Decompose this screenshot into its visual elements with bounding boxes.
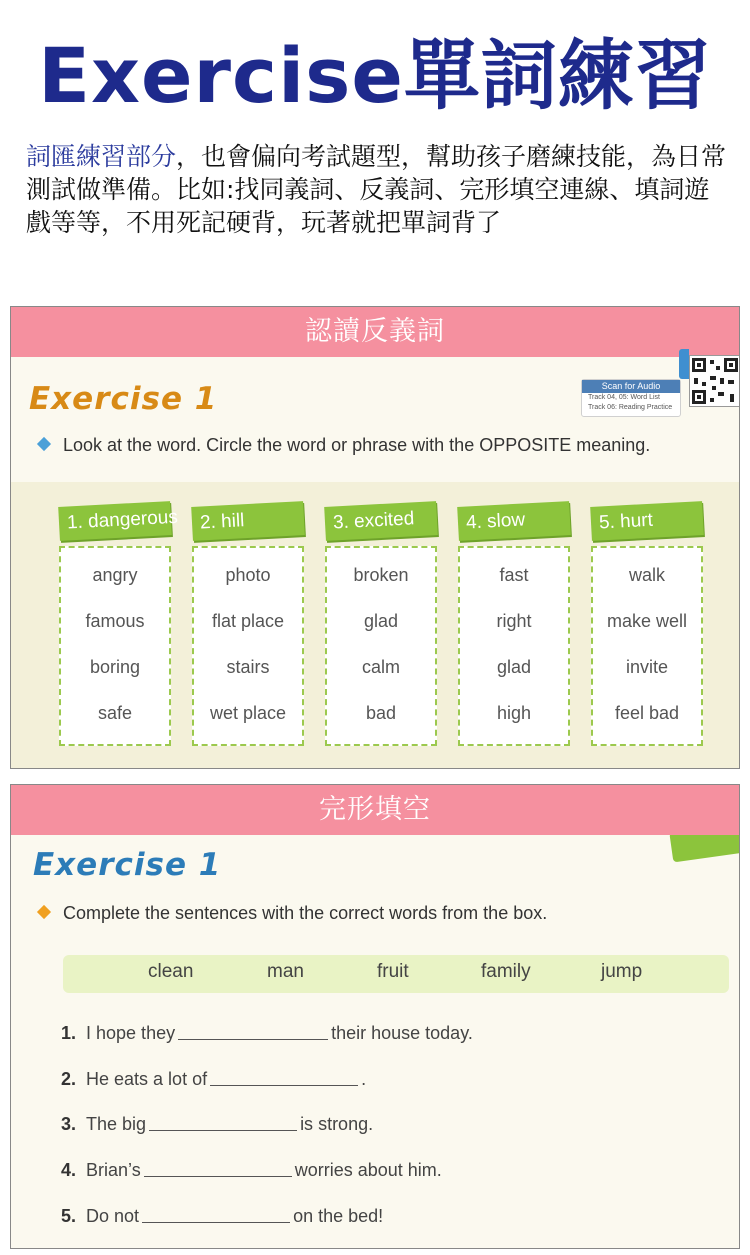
word-option[interactable]: right	[496, 611, 532, 631]
sentence-item: 5. Do not on the bed!	[61, 1206, 384, 1226]
option-box	[458, 546, 570, 746]
scan-track-line: Track 06: Reading Practice	[588, 404, 673, 411]
word-option[interactable]: high	[496, 703, 532, 723]
blue-tab-decoration	[679, 349, 689, 379]
antonym-exercise-panel	[10, 306, 740, 769]
word-bank	[63, 955, 729, 993]
word-bank-item: family	[481, 961, 531, 982]
word-column	[59, 504, 179, 746]
diamond-bullet-icon	[37, 437, 51, 451]
sentence-item: 4. Brian’s worries about him.	[61, 1160, 442, 1180]
word-option[interactable]: stairs	[226, 657, 270, 677]
word-option[interactable]: calm	[361, 657, 400, 677]
word-option[interactable]: glad	[496, 657, 532, 677]
word-option[interactable]: flat place	[211, 611, 285, 631]
word-option[interactable]: make well	[606, 611, 688, 631]
intro-paragraph	[26, 140, 731, 239]
column-heading: 2. hill	[191, 501, 305, 541]
section-banner: 認讀反義詞	[11, 307, 739, 357]
word-bank-item: clean	[148, 961, 194, 982]
sentence-item: 2. He eats a lot of .	[61, 1069, 367, 1089]
option-box	[59, 546, 171, 746]
exercise-title: Exercise 1	[29, 381, 218, 417]
word-option[interactable]: walk	[628, 565, 665, 585]
column-heading: 1. dangerous	[58, 501, 172, 541]
answer-blank[interactable]	[144, 1163, 292, 1177]
word-column	[192, 504, 304, 746]
column-heading: 4. slow	[457, 501, 571, 541]
column-heading: 3. excited	[324, 501, 438, 541]
answer-blank[interactable]	[149, 1117, 297, 1131]
word-option[interactable]: angry	[92, 565, 138, 585]
word-option[interactable]: boring	[89, 657, 141, 677]
intro-text: ，也會偏向考試題型，幫助孩子磨練技能，為日常測試做準備。比如:找同義詞、反義詞、完形填空連線、填詞遊戲等等，不用死記硬背，玩著就把單詞背了	[26, 142, 727, 237]
diamond-bullet-icon	[37, 905, 51, 919]
scan-header: Scan for Audio	[582, 380, 680, 393]
answer-blank[interactable]	[142, 1209, 290, 1223]
section-banner: 完形填空	[11, 785, 739, 835]
cloze-exercise-panel	[10, 784, 740, 1249]
word-bank-item: jump	[601, 961, 643, 982]
sentence-item: 1. I hope they their house today.	[61, 1023, 473, 1043]
word-option[interactable]: glad	[363, 611, 399, 631]
word-option[interactable]: broken	[353, 565, 409, 585]
exercise-instruction: Complete the sentences with the correct words from the box.	[39, 903, 547, 924]
word-column	[458, 504, 570, 746]
qr-code-icon	[689, 355, 740, 407]
option-box	[591, 546, 703, 746]
word-column	[591, 504, 703, 746]
word-bank-item: fruit	[377, 961, 409, 982]
word-option[interactable]: bad	[365, 703, 397, 723]
word-option[interactable]: safe	[97, 703, 133, 723]
word-option[interactable]: invite	[625, 657, 669, 677]
answer-blank[interactable]	[178, 1026, 328, 1040]
word-option[interactable]: photo	[225, 565, 271, 585]
word-bank-item: man	[267, 961, 304, 982]
answer-blank[interactable]	[210, 1072, 358, 1086]
word-option[interactable]: famous	[85, 611, 145, 631]
intro-highlight: 詞匯練習部分	[26, 142, 177, 171]
option-box	[192, 546, 304, 746]
exercise-title: Exercise 1	[33, 847, 222, 883]
scan-for-audio-box	[581, 379, 681, 417]
option-box	[325, 546, 437, 746]
page-title: Exercise單詞練習	[38, 31, 712, 120]
scan-track-line: Track 04, 05: Word List	[588, 394, 660, 401]
word-option[interactable]: feel bad	[614, 703, 680, 723]
column-heading: 5. hurt	[590, 501, 704, 541]
word-option[interactable]: wet place	[209, 703, 287, 723]
word-option[interactable]: fast	[499, 565, 529, 585]
exercise-instruction: Look at the word. Circle the word or phrase with the OPPOSITE meaning.	[39, 435, 650, 456]
word-column	[325, 504, 437, 746]
sentence-item: 3. The big is strong.	[61, 1114, 374, 1134]
